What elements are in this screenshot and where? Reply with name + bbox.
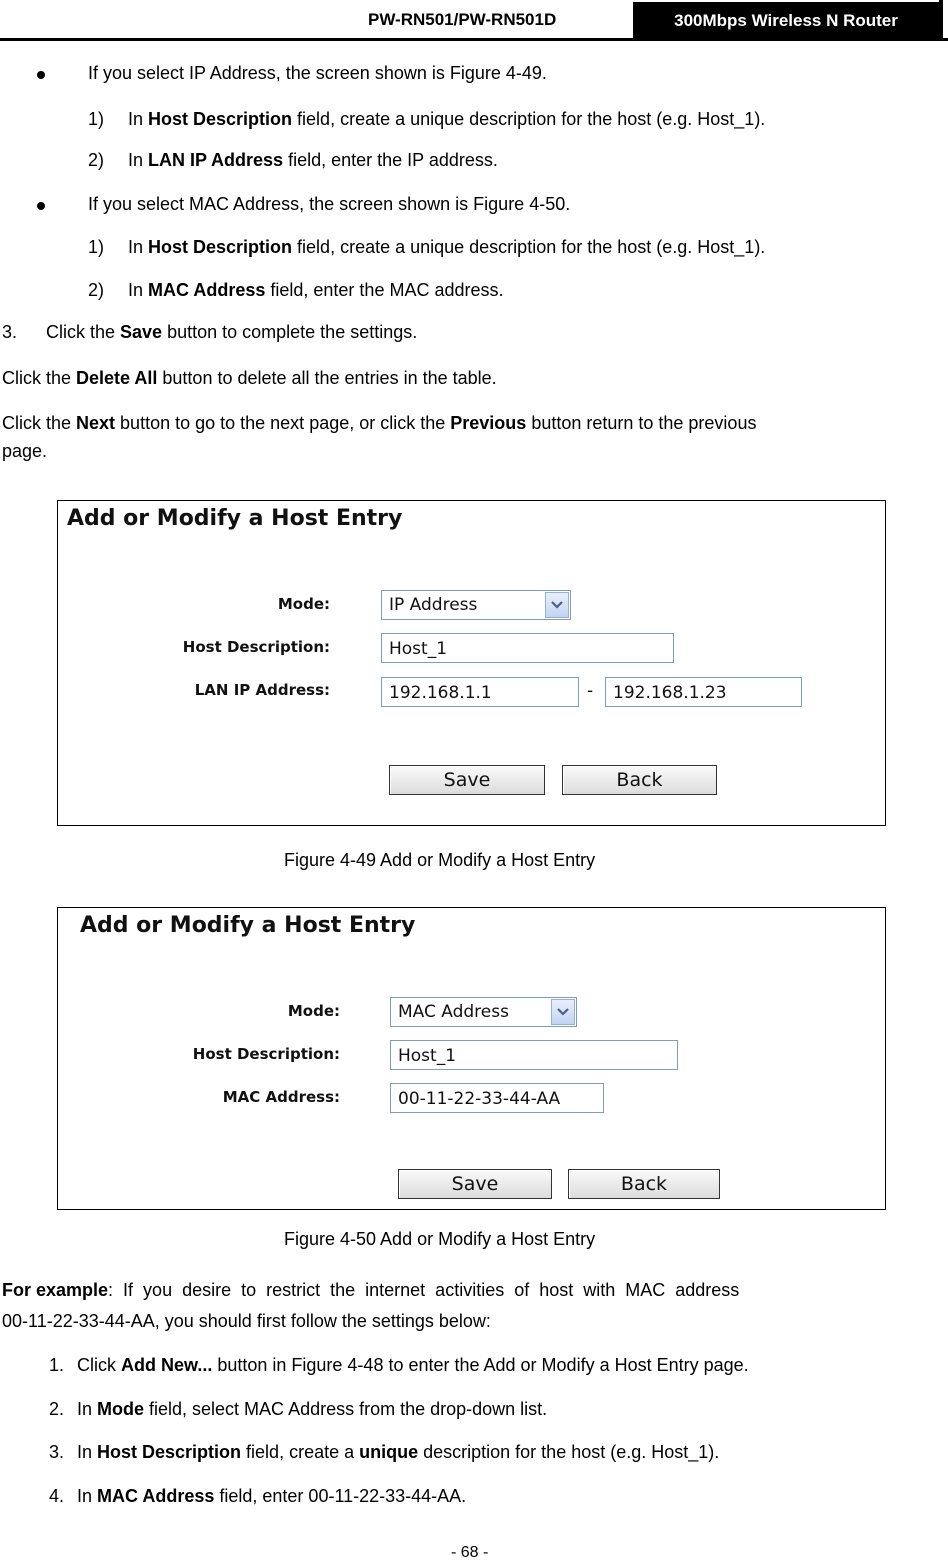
chevron-down-icon[interactable] <box>551 999 575 1025</box>
text: description for the host (e.g. Host_1). <box>418 1442 720 1462</box>
text: button in Figure 4-48 to enter the Add or Modify a Host Entry page. <box>212 1355 749 1375</box>
bold-text: Host Description <box>148 109 293 129</box>
bold-text: Host Description <box>97 1442 242 1462</box>
mac-address-label: MAC Address: <box>222 1088 340 1106</box>
text: field, create a <box>241 1442 360 1462</box>
ip-bullet-text: If you select IP Address, the screen shown is Figure 4-49. <box>88 63 547 83</box>
text: In <box>77 1399 98 1419</box>
bold-text: Delete All <box>76 368 158 388</box>
example-step4 <box>77 1486 466 1507</box>
save-button[interactable]: Save <box>398 1169 552 1199</box>
text: In <box>128 109 149 129</box>
bold-text: LAN IP Address <box>148 150 284 170</box>
ip-step2-num: 2) <box>88 150 105 170</box>
text: In <box>128 150 149 170</box>
host-description-label: Host Description: <box>192 1045 340 1063</box>
figure-title: Add or Modify a Host Entry <box>67 506 403 531</box>
ip-range-separator: - <box>587 681 594 701</box>
text: field, create a unique description for the host (e.g. Host_1). <box>292 109 766 129</box>
header-product-tab <box>633 2 939 40</box>
example-lead <box>2 1280 739 1301</box>
save-button[interactable]: Save <box>389 765 545 795</box>
step3-num: 3. <box>2 322 18 342</box>
figure-4-49 <box>57 500 886 826</box>
host-description-input[interactable]: Host_1 <box>381 633 674 663</box>
figure-title: Add or Modify a Host Entry <box>80 913 416 938</box>
next-paragraph-tail: page. <box>2 441 48 461</box>
text: field, enter the MAC address. <box>265 280 504 300</box>
example-step1 <box>77 1355 749 1376</box>
text: In <box>128 280 149 300</box>
text: Click the <box>46 322 121 342</box>
text: button to go to the next page, or click the <box>115 413 451 433</box>
mac-step1 <box>128 237 765 258</box>
example-step4-num: 4. <box>49 1486 65 1506</box>
example-step2-num: 2. <box>49 1399 65 1419</box>
bullet-icon <box>37 71 45 79</box>
host-description-input[interactable]: Host_1 <box>390 1040 678 1070</box>
bold-text: MAC Address <box>97 1486 215 1506</box>
text: In <box>77 1486 98 1506</box>
example-line2: 00-11-22-33-44-AA, you should first follow the settings below: <box>2 1311 491 1331</box>
text: button to complete the settings. <box>162 322 418 342</box>
text: button to delete all the entries in the table. <box>157 368 497 388</box>
mac-bullet-text: If you select MAC Address, the screen shown is Figure 4-50. <box>88 194 571 214</box>
header-model: PW-RN501/PW-RN501D <box>368 10 557 29</box>
mode-select[interactable] <box>390 997 577 1027</box>
text: : If you desire to restrict the internet activities of host with MAC address <box>108 1280 740 1300</box>
host-description-label: Host Description: <box>182 638 330 656</box>
lan-ip-end-input[interactable]: 192.168.1.23 <box>605 677 802 707</box>
ip-step1 <box>128 109 765 130</box>
text <box>2 413 756 434</box>
figure-4-50 <box>57 907 886 1210</box>
text: field, enter the IP address. <box>283 150 498 170</box>
ip-step1-num: 1) <box>88 109 105 129</box>
lan-ip-start-input[interactable]: 192.168.1.1 <box>381 677 579 707</box>
bold-text: For example <box>2 1280 109 1300</box>
bold-text: Save <box>120 322 163 342</box>
chevron-down-icon[interactable] <box>545 592 569 618</box>
bold-text: MAC Address <box>148 280 266 300</box>
mac-step1-num: 1) <box>88 237 105 257</box>
mode-select-value: MAC Address <box>398 1002 509 1022</box>
page-number: - 68 - <box>451 1544 489 1561</box>
mode-select-value: IP Address <box>389 595 478 615</box>
next-paragraph <box>2 413 940 434</box>
example-step3-num: 3. <box>49 1442 65 1462</box>
back-button[interactable]: Back <box>568 1169 720 1199</box>
example-step3 <box>77 1442 719 1463</box>
bold-text: Previous <box>450 413 527 433</box>
mac-step2 <box>128 280 504 301</box>
bullet-icon <box>37 202 45 210</box>
figure-4-49-caption: Figure 4-49 Add or Modify a Host Entry <box>284 850 596 870</box>
bold-text: Host Description <box>148 237 293 257</box>
text: Click the <box>2 368 77 388</box>
lan-ip-label: LAN IP Address: <box>194 681 330 699</box>
bold-text: Next <box>76 413 116 433</box>
bold-text: unique <box>359 1442 419 1462</box>
mac-address-input[interactable]: 00-11-22-33-44-AA <box>390 1083 604 1113</box>
text: Click the <box>2 413 77 433</box>
text: In <box>77 1442 98 1462</box>
text: button return to the previous <box>526 413 757 433</box>
example-step2 <box>77 1399 547 1420</box>
text: Click <box>77 1355 121 1375</box>
header-product: 300Mbps Wireless N Router <box>674 11 898 30</box>
back-button[interactable]: Back <box>562 765 717 795</box>
mode-label: Mode: <box>287 1002 340 1020</box>
mode-label: Mode: <box>277 595 330 613</box>
step3 <box>46 322 417 343</box>
bold-text: Mode <box>97 1399 145 1419</box>
header-edge <box>939 0 943 41</box>
bold-text: Add New... <box>121 1355 213 1375</box>
mac-step2-num: 2) <box>88 280 105 300</box>
figure-4-50-caption: Figure 4-50 Add or Modify a Host Entry <box>284 1229 596 1249</box>
text: field, enter 00-11-22-33-44-AA. <box>214 1486 467 1506</box>
ip-step2 <box>128 150 498 171</box>
mode-select[interactable] <box>381 590 571 620</box>
example-step1-num: 1. <box>49 1355 65 1375</box>
delete-all-paragraph <box>2 368 497 389</box>
text: field, select MAC Address from the drop-down list. <box>144 1399 548 1419</box>
text: In <box>128 237 149 257</box>
header-rule <box>0 38 948 41</box>
text: field, create a unique description for the host (e.g. Host_1). <box>292 237 766 257</box>
